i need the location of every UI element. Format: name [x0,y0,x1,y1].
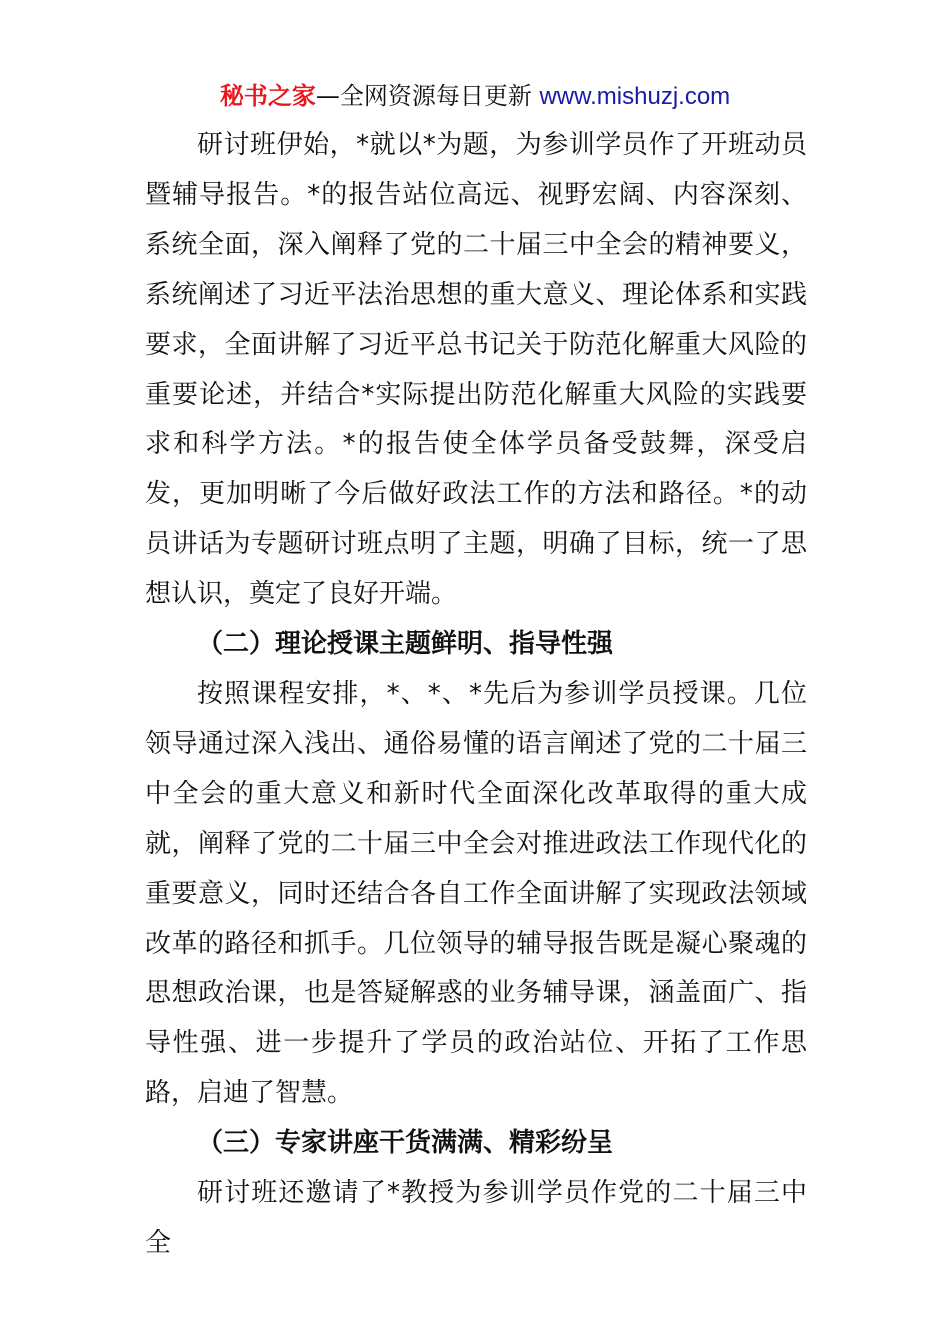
site-brand: 秘书之家 [219,82,316,110]
paragraph-theory-lectures: 按照课程安排，*、*、*先后为参训学员授课。几位领导通过深入浅出、通俗易懂的语言阐述了党的二十届三中全会的重大意义和新时代全面深化改革取得的重大成就，阐释了党的二十届三中全会对推进政法工作现代化的重要意义，同时还结合各自工作全面讲解了实现政法领域改革的路径和抓手。几位领导的辅导报告既是凝心聚魂的思想政治课，也是答疑解惑的业务辅导课，涵盖面广、指导性强、进一步提升了学员的政治站位、开拓了工作思路，启迪了智慧。 [145,678,807,1109]
paragraph-opening-report: 研讨班伊始，*就以*为题，为参训学员作了开班动员暨辅导报告。*的报告站位高远、视野宏阔、内容深刻、系统全面，深入阐释了党的二十届三中全会的精神要义，系统阐述了习近平法治思想的重大意义、理论体系和实践要求，全面讲解了习近平总书记关于防范化解重大风险的重要论述，并结合*实际提出防范化解重大风险的实践要求和科学方法。*的报告使全体学员备受鼓舞，深受启发，更加明晰了今后做好政法工作的方法和路径。*的动员讲话为专题研讨班点明了主题，明确了目标，统一了思想认识，奠定了良好开端。 [145,130,807,610]
paragraph-expert-lectures: 研讨班还邀请了*教授为参训学员作党的二十届三中全 [145,1178,807,1258]
section-heading-2: （二）理论授课主题鲜明、指导性强 [197,629,614,660]
site-header [0,80,950,113]
document-body [145,121,807,1269]
section-heading-3: （三）专家讲座干货满满、精彩纷呈 [197,1128,614,1159]
site-tagline: —全网资源每日更新 [315,82,540,110]
site-url-link[interactable]: www.mishuzj.com [539,83,731,110]
